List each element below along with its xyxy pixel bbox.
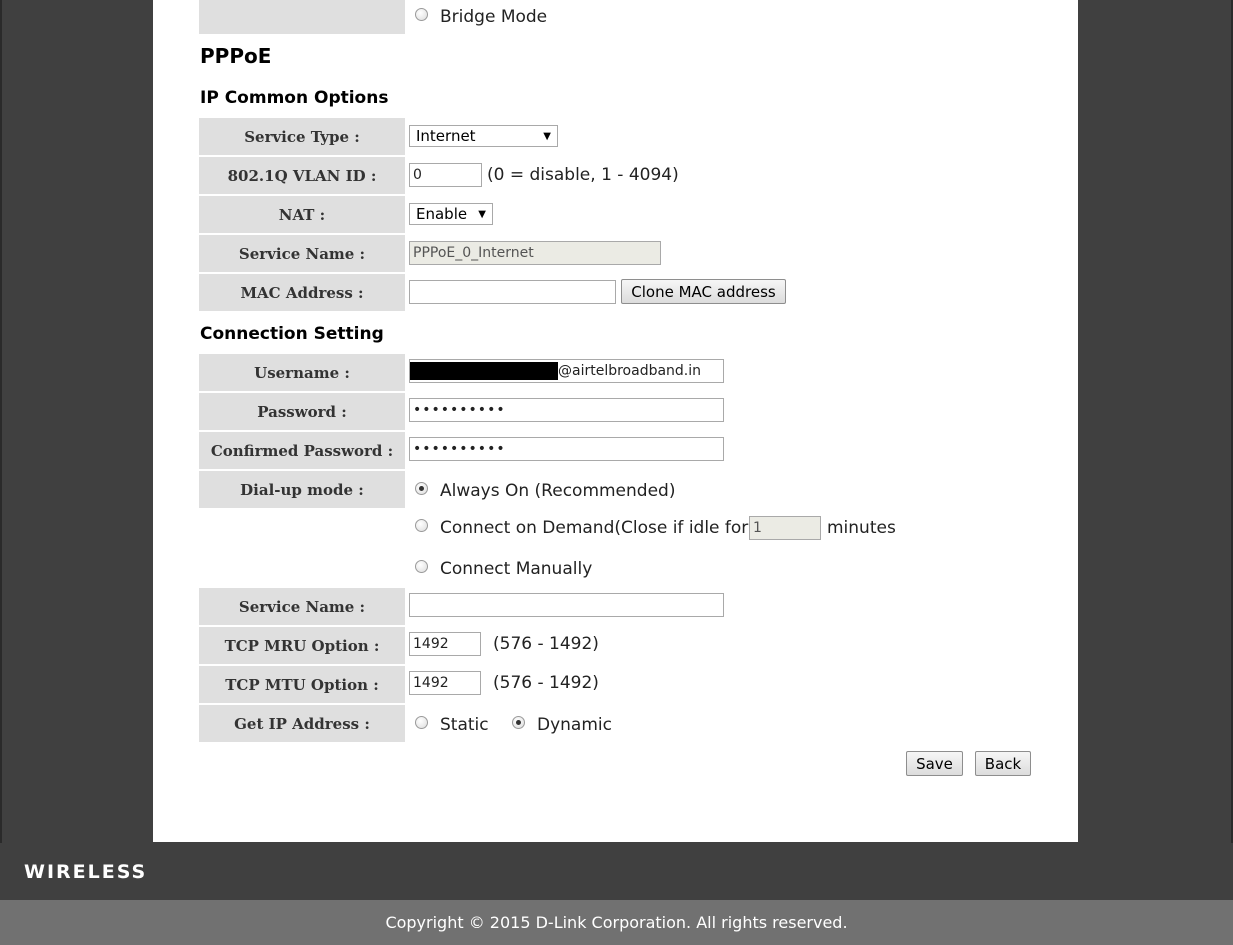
dynamic-ip-label: Dynamic — [537, 715, 612, 735]
on-demand-label: Connect on Demand(Close if idle for — [440, 518, 749, 538]
bridge-mode-label: Bridge Mode — [440, 7, 548, 27]
mru-hint: (576 - 1492) — [493, 634, 599, 654]
save-button[interactable]: Save — [906, 751, 963, 776]
copyright-text: Copyright © 2015 D-Link Corporation. All rights reserved. — [385, 913, 848, 932]
vlan-input[interactable]: 0 — [409, 163, 482, 187]
mru-label: TCP MRU Option : — [199, 627, 405, 664]
wireless-logo: WIRELESS — [24, 861, 148, 883]
static-ip-label: Static — [440, 715, 489, 735]
pppoe-service-name-input[interactable] — [409, 593, 724, 617]
username-input[interactable] — [409, 359, 724, 383]
confirm-password-input[interactable]: •••••••••• — [409, 437, 724, 461]
static-ip-radio[interactable] — [415, 716, 428, 729]
password-input[interactable]: •••••••••• — [409, 398, 724, 422]
back-button[interactable]: Back — [975, 751, 1031, 776]
connection-heading: Connection Setting — [200, 324, 384, 344]
username-label: Username : — [199, 354, 405, 391]
vlan-label: 802.1Q VLAN ID : — [199, 157, 405, 194]
main-content — [153, 0, 1078, 842]
left-border — [0, 0, 2, 900]
password-label: Password : — [199, 393, 405, 430]
mac-address-input[interactable] — [409, 280, 616, 304]
bridge-mode-radio[interactable] — [415, 8, 428, 21]
redacted-username — [410, 362, 558, 380]
vlan-hint: (0 = disable, 1 - 4094) — [487, 165, 679, 185]
nat-value: Enable — [416, 205, 468, 223]
confirm-password-label: Confirmed Password : — [199, 432, 405, 469]
pppoe-service-name-label: Service Name : — [199, 588, 405, 625]
minutes-label: minutes — [827, 518, 896, 538]
get-ip-label: Get IP Address : — [199, 705, 405, 742]
always-on-label: Always On (Recommended) — [440, 481, 676, 501]
mtu-hint: (576 - 1492) — [493, 673, 599, 693]
service-type-label: Service Type : — [199, 118, 405, 155]
service-type-value: Internet — [416, 127, 476, 145]
nat-select[interactable] — [409, 203, 493, 225]
copyright-bar — [0, 900, 1233, 945]
manual-label: Connect Manually — [440, 559, 593, 579]
footer-bar — [0, 843, 1233, 900]
chevron-down-icon: ▼ — [478, 208, 486, 220]
manual-radio[interactable] — [415, 560, 428, 573]
page-title: PPPoE — [200, 44, 272, 68]
on-demand-radio[interactable] — [415, 519, 428, 532]
mtu-label: TCP MTU Option : — [199, 666, 405, 703]
dynamic-ip-radio[interactable] — [512, 716, 525, 729]
always-on-radio[interactable] — [415, 482, 428, 495]
bridge-label-cell — [199, 0, 405, 34]
nat-label: NAT : — [199, 196, 405, 233]
username-suffix: @airtelbroadband.in — [558, 363, 702, 379]
dialup-label: Dial-up mode : — [199, 471, 405, 508]
mtu-input[interactable]: 1492 — [409, 671, 481, 695]
service-name-input: PPPoE_0_Internet — [409, 241, 661, 265]
chevron-down-icon: ▼ — [543, 130, 551, 142]
service-type-select[interactable] — [409, 125, 558, 147]
mac-address-label: MAC Address : — [199, 274, 405, 311]
clone-mac-button[interactable]: Clone MAC address — [621, 279, 786, 304]
idle-time-input: 1 — [749, 516, 821, 540]
mru-input[interactable]: 1492 — [409, 632, 481, 656]
service-name-label: Service Name : — [199, 235, 405, 272]
ip-common-heading: IP Common Options — [200, 88, 389, 108]
